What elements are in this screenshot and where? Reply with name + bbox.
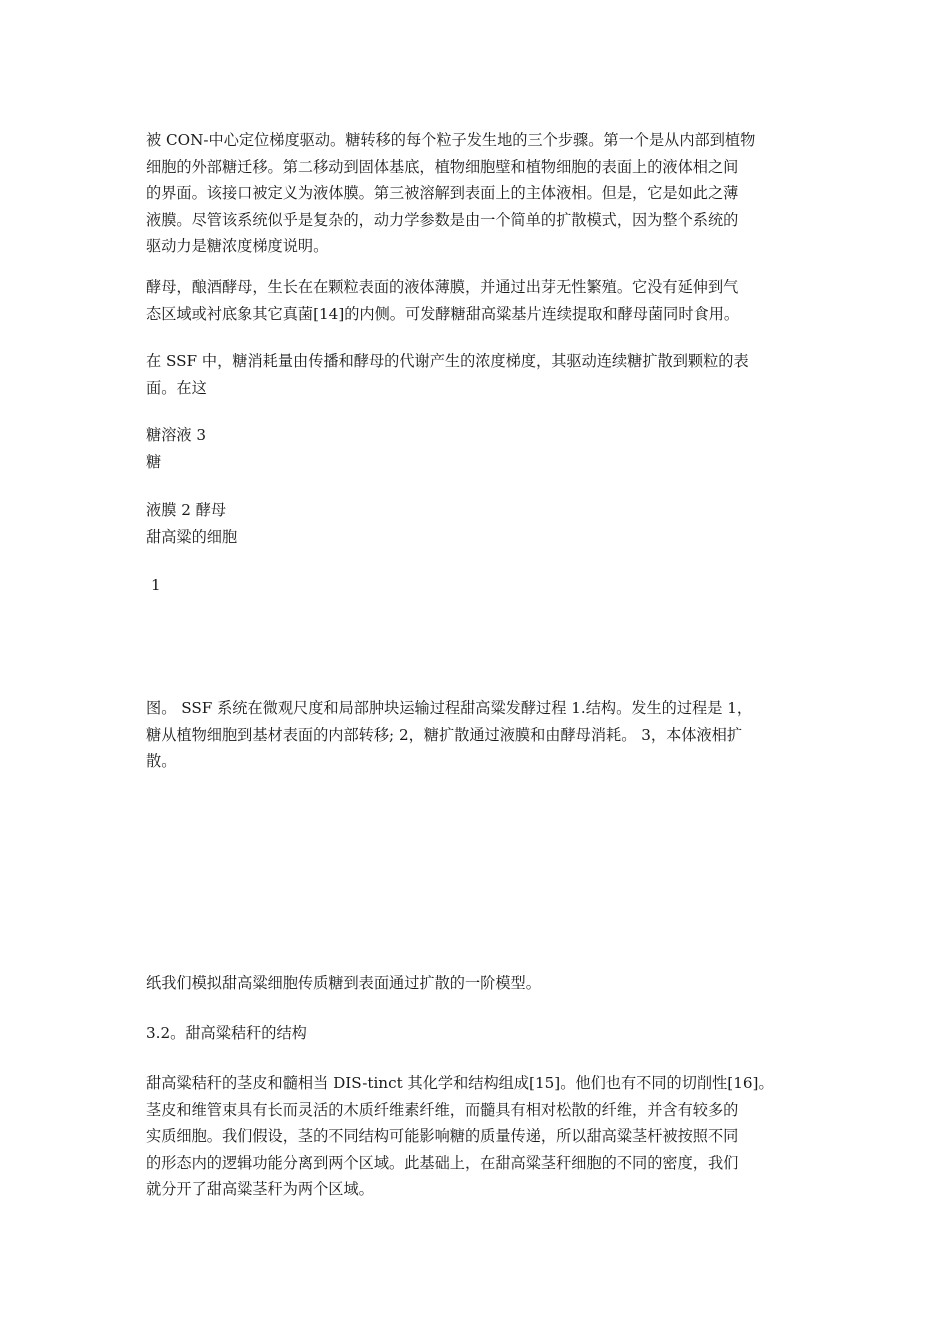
section-heading — [146, 1020, 808, 1047]
text-line: 被 CON-中心定位梯度驱动。糖转移的每个粒子发生地的三个步骤。第一个是从内部到植物 — [146, 131, 756, 149]
figure-label-sugar: 糖 — [146, 452, 162, 471]
paragraph-sugar-transfer — [146, 127, 808, 260]
caption-line: 图。 SSF 系统在微观尺度和局部肿块运输过程甜高粱发酵过程 1.结构。发生的过程是 1， — [146, 699, 753, 717]
text-line: 甜高粱秸秆的茎皮和髓相当 DIS-tinct 其化学和结构组成[15]。他们也有不同的切削性[16]。 — [146, 1074, 774, 1092]
text-line: 细胞的外部糖迁移。第二移动到固体基底，植物细胞壁和植物细胞的表面上的液体相之间 — [146, 157, 739, 176]
figure-label-step-one — [151, 572, 813, 599]
figure-label-sugar-solution: 糖溶液 3 — [146, 426, 207, 444]
figure-caption — [146, 695, 808, 775]
paragraph-yeast — [146, 274, 808, 327]
text-line: 的形态内的逻辑功能分离到两个区域。此基础上，在甜高粱茎秆细胞的不同的密度，我们 — [146, 1153, 739, 1172]
text-line: 实质细胞。我们假设，茎的不同结构可能影响糖的质量传递，所以甜高粱茎杆被按照不同 — [146, 1127, 739, 1146]
text-line: 酵母，酿酒酵母，生长在在颗粒表面的液体薄膜，并通过出芽无性繁殖。它没有延伸到气 — [146, 278, 739, 296]
figure-label-step-one-text: 1 — [151, 576, 161, 594]
text-line: 就分开了甜高粱茎秆为两个区域。 — [146, 1180, 374, 1199]
caption-line: 散。 — [146, 752, 177, 771]
caption-line: 糖从植物细胞到基材表面的内部转移; 2，糖扩散通过液膜和由酵母消耗。 3，本体液相扩 — [146, 725, 743, 744]
text-line: 液膜。尽管该系统似乎是复杂的，动力学参数是由一个简单的扩散模式，因为整个系统的 — [146, 210, 739, 229]
text-line: 在 SSF 中，糖消耗量由传播和酵母的代谢产生的浓度梯度，其驱动连续糖扩散到颗粒的表 — [146, 352, 749, 370]
paragraph-ssf — [146, 348, 808, 401]
text-line: 态区域或衬底象其它真菌[14]的内侧。可发酵糖甜高粱基片连续提取和酵母菌同时食用。 — [146, 304, 740, 323]
figure-label-liquid-film-yeast: 液膜 2 酵母 — [146, 501, 227, 519]
text-line: 的界面。该接口被定义为液体膜。第三被溶解到表面上的主体液相。但是，它是如此之薄 — [146, 184, 739, 203]
text-line: 驱动力是糖浓度梯度说明。 — [146, 237, 329, 256]
figure-label-group-top — [146, 422, 808, 475]
text-line: 茎皮和维管束具有长而灵活的木质纤维素纤维，而髓具有相对松散的纤维，并含有较多的 — [146, 1100, 739, 1119]
paragraph-stalk-structure — [146, 1070, 808, 1203]
section-heading-text: 3.2。甜高粱秸秆的结构 — [146, 1024, 307, 1042]
figure-label-group-bottom — [146, 497, 808, 550]
text-line: 纸我们模拟甜高粱细胞传质糖到表面通过扩散的一阶模型。 — [146, 974, 541, 992]
figure-label-sorghum-cell: 甜高粱的细胞 — [146, 527, 238, 546]
paragraph-first-order-model — [146, 970, 808, 997]
text-line: 面。在这 — [146, 378, 207, 397]
